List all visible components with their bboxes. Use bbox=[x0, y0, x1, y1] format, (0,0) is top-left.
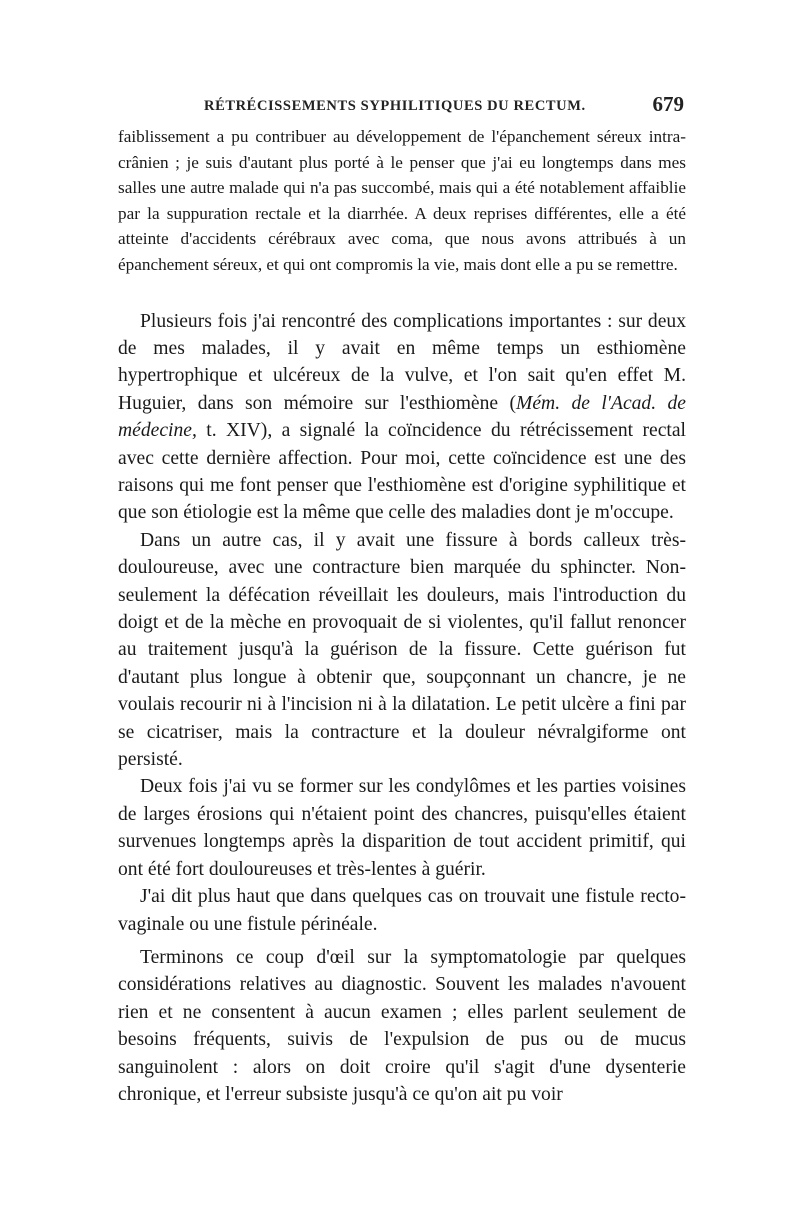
paragraph-erosions: Deux fois j'ai vu se former sur les condylômes et les parties voisines de larges érosions qui n'étaient point des chancres, puisqu'elles étaient survenues longtemps après la disparition de tout accident primitif, qui ont été fort douloureuses et très-lentes à guérir. bbox=[118, 776, 686, 880]
running-title: RÉTRÉCISSEMENTS SYPHILITIQUES DU RECTUM. bbox=[204, 98, 586, 114]
citation-reference: Mém. de l'Acad. de médecine, bbox=[118, 392, 686, 442]
paragraph-fissure: Dans un autre cas, il y avait une fissure à bords calleux très-douloureuse, avec une contracture bien marquée du sphincter. Non-seulement la défécation réveillait les douleurs, mais l'introduction du doigt et de la mèche en provoquait de si violentes, qu'il fallut renoncer au traitement jusqu'à la guérison de la fissure. Cette guérison fut d'autant plus longue à obtenir que, soupçonnant un chancre, je ne voulais recourir ni à l'incision ni à la dilatation. Le petit ulcère a fini par se cicatriser, mais la contracture et la douleur névralgiforme ont persisté. bbox=[118, 529, 686, 771]
paragraph-diagnostic: Terminons ce coup d'œil sur la symptomatologie par quelques considérations relatives au diagnostic. Souvent les malades n'avouent rien et ne consentent à aucun examen ; elles parlent seulement de besoins fréquents, suivis de l'expulsion de pus ou de mucus sanguinolent : alors on doit croire qu'il s'agit d'une dysenterie chronique, et l'erreur subsiste jusqu'à ce qu'on ait pu voir bbox=[118, 946, 686, 1105]
book-page bbox=[118, 92, 686, 1108]
running-head bbox=[118, 92, 686, 124]
paragraph-complications-text-a: Plusieurs fois j'ai rencontré des complications importantes : sur deux de mes malades, il y avait en même temps un esthiomène hypertrophique et ulcéreux de la vulve, et l'on sait qu'en effet M. Huguier, dans son mémoire sur l'esthiomène ( bbox=[118, 310, 686, 414]
paragraph-complications-text-b: t. XIV), a signalé la coïncidence du rétrécissement rectal avec cette dernière affection. Pour moi, cette coïncidence est une des raisons qui me font penser que l'esthiomène est d'origine syphilitique et que son étiologie est la même que celle des maladies dont je m'occupe. bbox=[118, 420, 686, 524]
section-gap bbox=[118, 278, 686, 308]
paragraph-complications bbox=[118, 308, 686, 527]
main-text-block bbox=[118, 308, 686, 1109]
paragraph-continued: faiblissement a pu contribuer au développement de l'épanchement séreux intra-crânien ; je suis d'autant plus porté à le penser que j'ai eu longtemps dans mes salles une autre malade qui n'a pas succombé, mais qui a été notablement affaiblie par la suppuration rectale et la diarrhée. A deux reprises différentes, elle a été atteinte d'accidents cérébraux avec coma, que nous avons attribués à un épanchement séreux, et qui ont compromis la vie, mais dont elle a pu se remettre. bbox=[118, 127, 686, 274]
continued-paragraph-block bbox=[118, 124, 686, 278]
page-number: 679 bbox=[652, 92, 684, 116]
paragraph-fistule: J'ai dit plus haut que dans quelques cas on trouvait une fistule recto-vaginale ou une fistule périnéale. bbox=[118, 886, 686, 935]
